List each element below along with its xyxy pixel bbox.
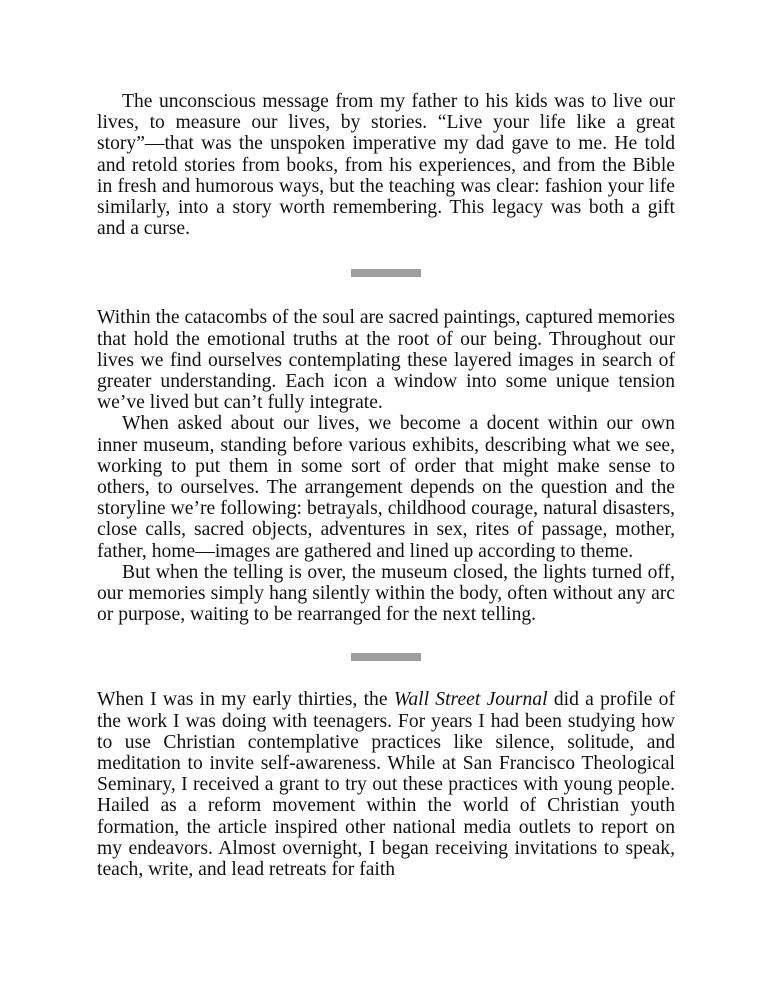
page-body [97,91,675,880]
section-fathers-stories [97,91,675,239]
paragraph: But when the telling is over, the museum closed, the lights turned off, our memories simply hang silently within the body, often without any arc or purpose, waiting to be rearranged for the next telling. [97,561,675,626]
paragraph: Within the catacombs of the soul are sacred paintings, captured memories that hold the emotional truths at the root of our being. Throughout our lives we find ourselves contemplating these layered images in search of greater understanding. Each icon a window into some unique tension we’ve lived but can’t fully integrate. [97,307,675,414]
section-inner-museum [97,307,675,625]
publication-title: Wall Street Journal [393,689,548,711]
section-divider [351,269,421,277]
paragraph [97,689,675,880]
paragraph-rest: did a profile of the work I was doing with teenagers. For years I had been studying how to use Christian contemplative practices like silence, solitude, and meditation to invite self-awareness. While at San Francisco Theological Seminary, I received a grant to try out these practices with young people. Hailed as a reform movement within the world of Christian youth formation, the article inspired other national media outlets to report on my endeavors. Almost overnight, I began receiving invitations to speak, teach, write, and lead retreats for faith [97,689,675,881]
section-wall-street-journal [97,689,675,880]
paragraph-lead: When I was in my early thirties, the [97,689,394,711]
paragraph: When asked about our lives, we become a docent within our own inner museum, standing before various exhibits, describing what we see, working to put them in some sort of order that might make sense to others, to ourselves. The arrangement depends on the question and the storyline we’re following: betrayals, childhood courage, natural disasters, close calls, sacred objects, adventures in sex, rites of passage, mother, father, home—images are gathered and lined up according to theme. [97,413,675,562]
paragraph: The unconscious message from my father to his kids was to live our lives, to measure our lives, by stories. “Live your life like a great story”—that was the unspoken imperative my dad gave to me. He told and retold stories from books, from his experiences, and from the Bible in fresh and humorous ways, but the teaching was clear: fashion your life similarly, into a story worth remembering. This legacy was both a gift and a curse. [97,91,675,240]
section-divider [351,653,421,661]
